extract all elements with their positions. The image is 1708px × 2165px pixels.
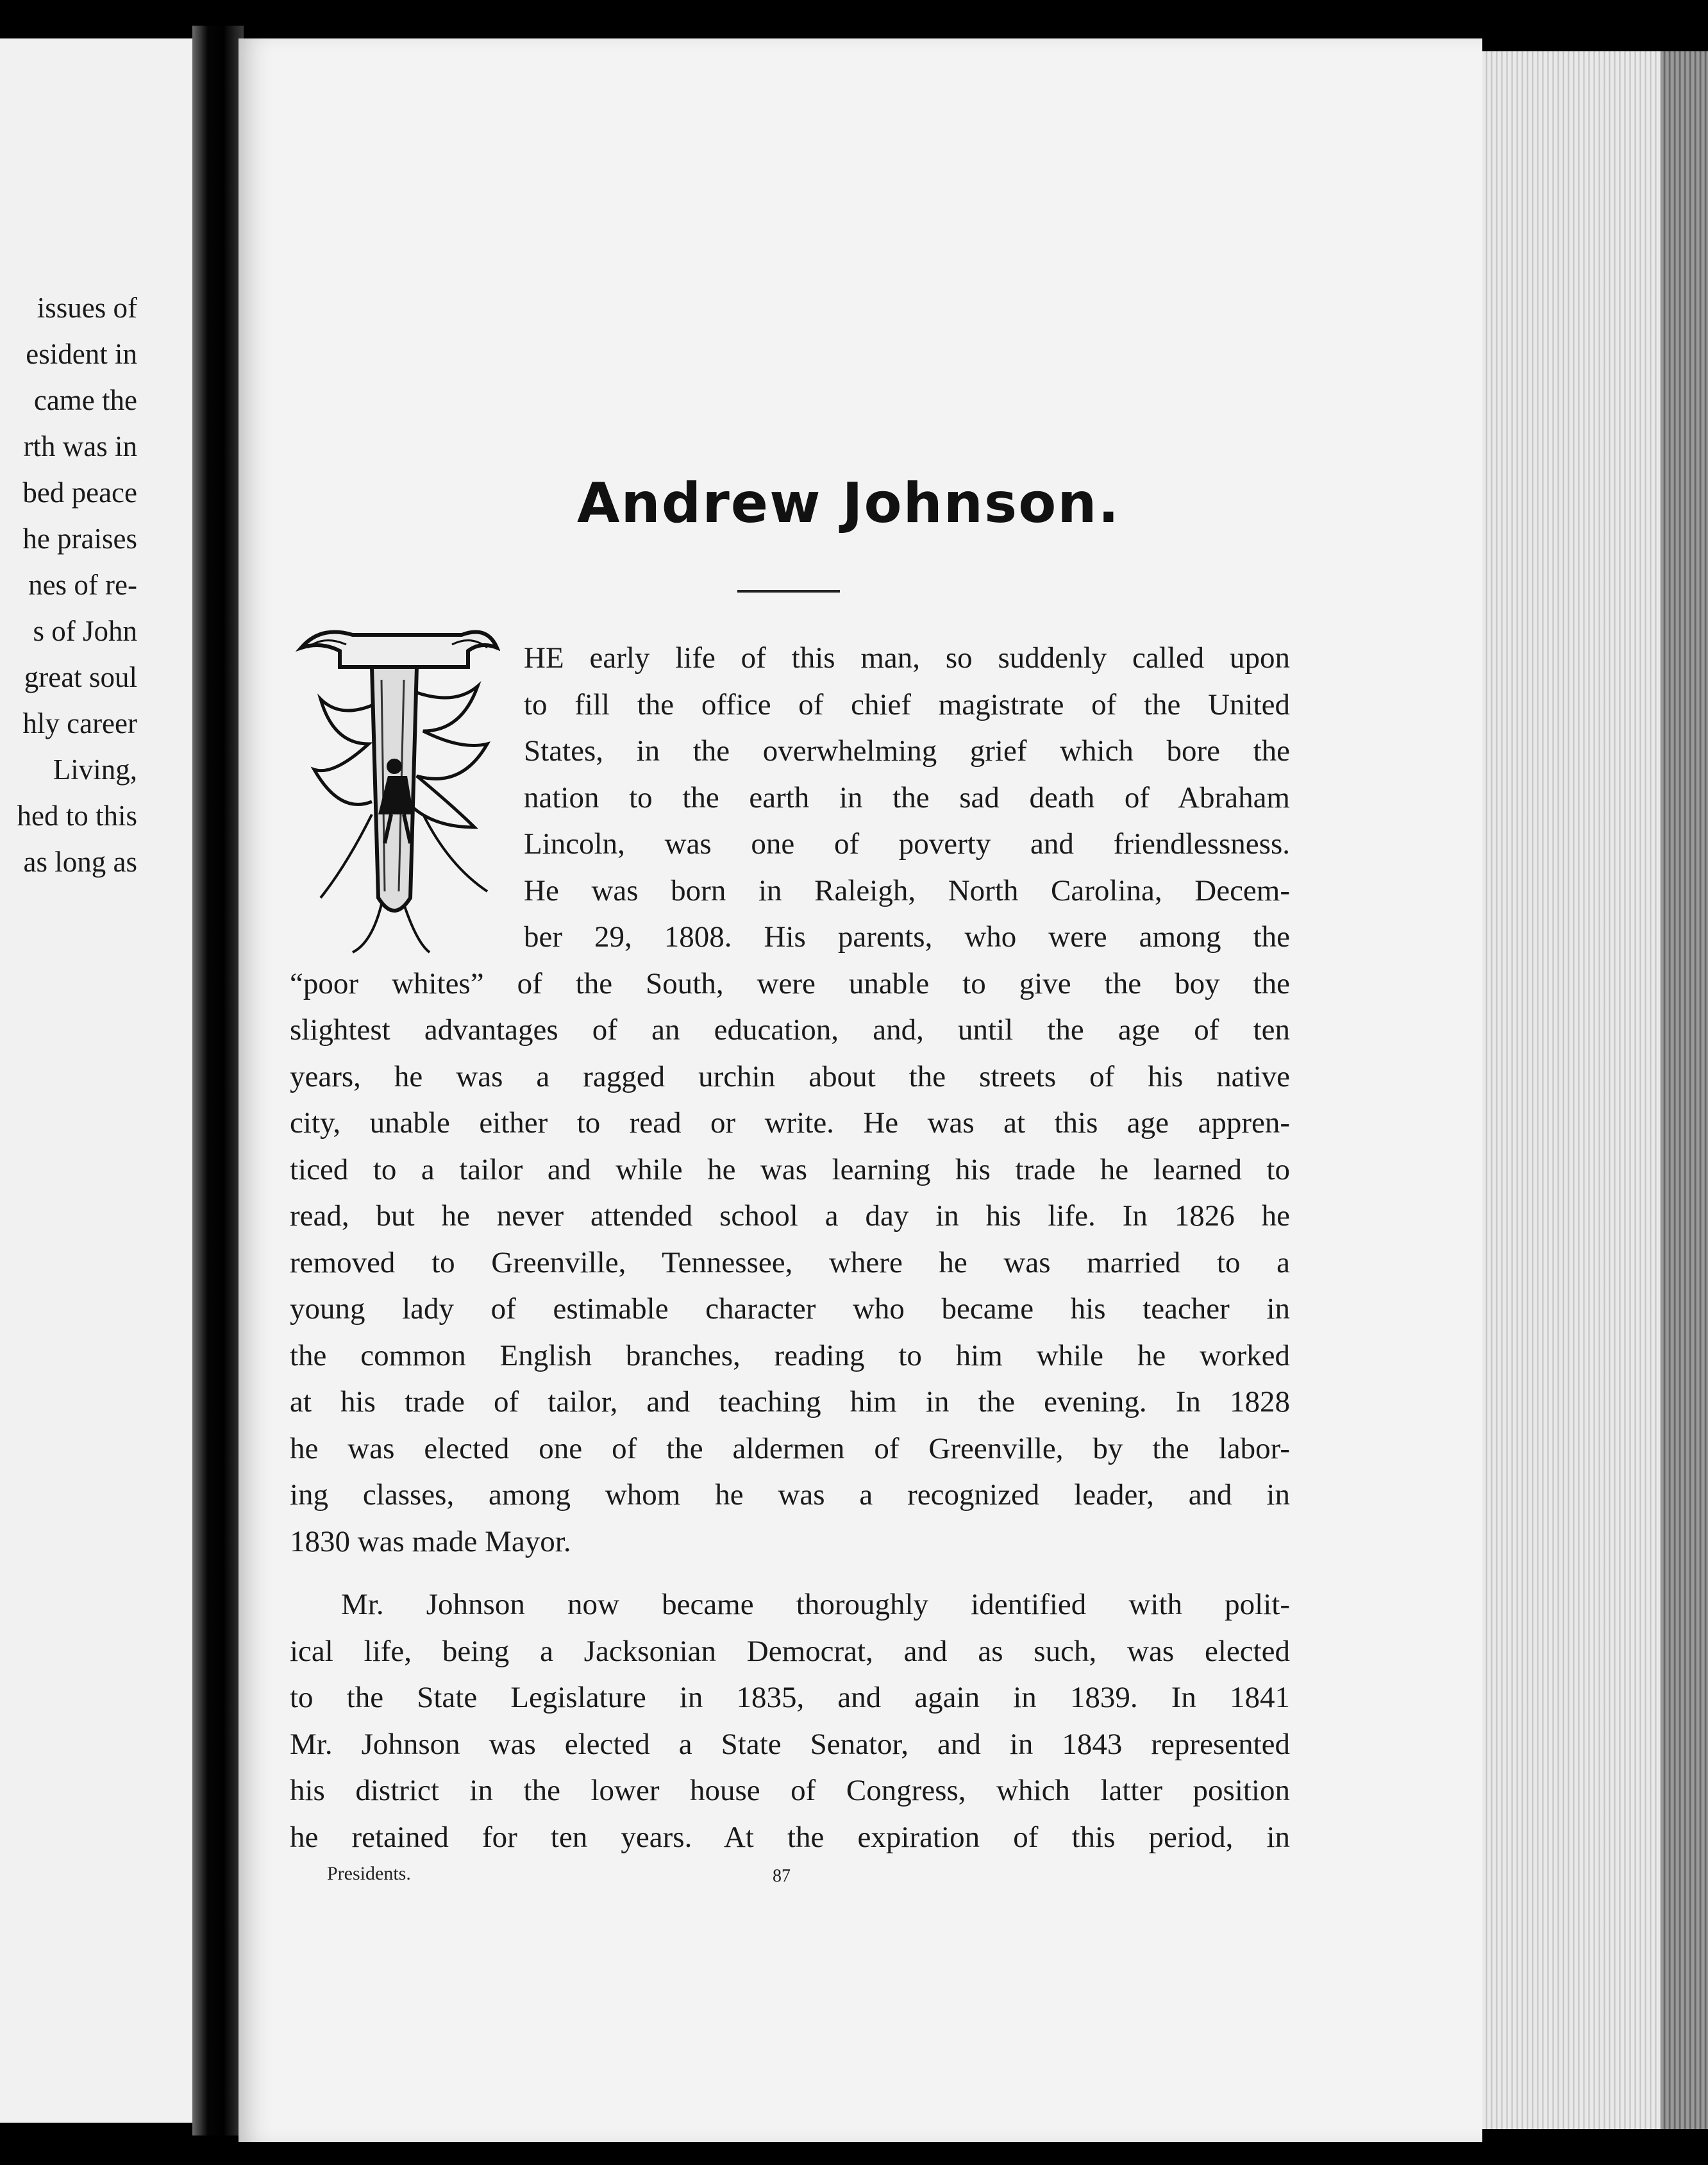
previous-page (0, 38, 192, 2123)
text-line: young lady of estimable character who became his teacher in (290, 1292, 1290, 1326)
text-line: he was elected one of the aldermen of Greenville, by the labor- (290, 1431, 1290, 1465)
text-line: Lincoln, was one of poverty and friendlessness. (524, 827, 1290, 861)
previous-page-line: as long as (23, 846, 137, 878)
text-line: city, unable either to read or write. He was at this age appren- (290, 1106, 1290, 1140)
text-line: he retained for ten years. At the expiration of this period, in (290, 1820, 1290, 1854)
text-line: HE early life of this man, so suddenly called upon (524, 641, 1290, 675)
title-rule (737, 590, 840, 593)
text-line: slightest advantages of an education, and, until the age of ten (290, 1013, 1290, 1047)
text-line: nation to the earth in the sad death of Abraham (524, 780, 1290, 814)
previous-page-line: s of John (33, 615, 137, 647)
text-line: ber 29, 1808. His parents, who were among the (524, 920, 1290, 954)
text-line: ical life, being a Jacksonian Democrat, and as such, was elected (290, 1634, 1290, 1668)
page-number: 87 (773, 1866, 791, 1886)
previous-page-line: esident in (26, 338, 137, 370)
previous-page-line: great soul (24, 661, 137, 693)
text-line: ing classes, among whom he was a recognized leader, and in (290, 1478, 1290, 1512)
text-line: 1830 was made Mayor. (290, 1524, 571, 1558)
previous-page-line: hed to this (17, 800, 137, 832)
paragraph-gap (290, 1565, 1290, 1581)
previous-page-line: he praises (22, 523, 137, 555)
book-spine-shadow (192, 26, 244, 2136)
text-line: ticed to a tailor and while he was learning his trade he learned to (290, 1152, 1290, 1186)
previous-page-line: nes of re- (28, 569, 137, 601)
text-line: the common English branches, reading to him while he worked (290, 1338, 1290, 1372)
body-text (290, 635, 1290, 1860)
text-line: years, he was a ragged urchin about the streets of his native (290, 1059, 1290, 1093)
text-line: to fill the office of chief magistrate of the United (524, 687, 1290, 721)
text-line: at his trade of tailor, and teaching him in the evening. In 1828 (290, 1385, 1290, 1419)
previous-page-line: issues of (37, 292, 137, 324)
footer-signature: Presidents. (327, 1863, 411, 1884)
page-title: Andrew Johnson. (577, 471, 1121, 535)
text-line: his district in the lower house of Congress, which latter position (290, 1774, 1290, 1807)
text-line: He was born in Raleigh, North Carolina, Decem- (524, 873, 1290, 907)
previous-page-line: rth was in (23, 430, 137, 462)
previous-page-line: Living, (53, 754, 137, 786)
text-line: “poor whites” of the South, were unable to give the boy the (290, 966, 1290, 1000)
text-line: Mr. Johnson was elected a State Senator, and in 1843 represented (290, 1727, 1290, 1761)
text-line: to the State Legislature in 1835, and again in 1839. In 1841 (290, 1681, 1290, 1714)
text-line: removed to Greenville, Tennessee, where he was married to a (290, 1245, 1290, 1279)
previous-page-line: bed peace (22, 476, 137, 509)
page-edges-shadow (1661, 51, 1708, 2129)
previous-page-text (0, 285, 137, 885)
text-line: States, in the overwhelming grief which bore the (524, 734, 1290, 768)
previous-page-line: came the (33, 384, 137, 416)
previous-page-line: hly career (22, 707, 137, 739)
text-line: Mr. Johnson now became thoroughly identified with polit- (341, 1588, 1290, 1621)
text-line: read, but he never attended school a day in his life. In 1826 he (290, 1199, 1290, 1233)
